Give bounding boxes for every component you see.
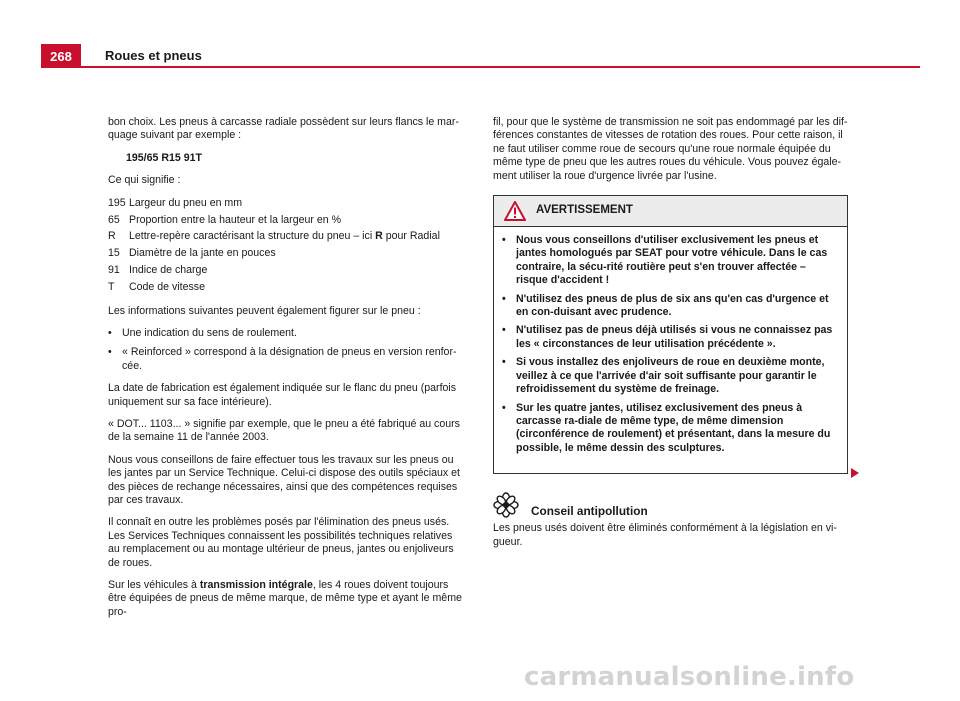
spec-desc: Indice de charge bbox=[129, 264, 208, 277]
spec-desc: Code de vitesse bbox=[129, 281, 205, 294]
eco-tip bbox=[493, 492, 848, 549]
spec-desc-bold: R bbox=[375, 230, 383, 243]
left-column bbox=[108, 116, 462, 628]
awd-text: , les 4 roues doivent toujours être équipées de pneus de même marque, de même type et ayant le même pro- bbox=[108, 579, 462, 618]
right-column bbox=[493, 116, 848, 558]
list-item: • Sur les quatre jantes, utilisez exclusivement des pneus à carcasse ra-diale de même type, de même dimension (circonférence de roulement) et présentant, dans la mesure du possible, le même dessin des sculptures. bbox=[502, 402, 839, 456]
awd-bold: transmission intégrale bbox=[199, 579, 313, 592]
spec-code: 15 bbox=[108, 247, 120, 260]
spec-desc: Largeur du pneu en mm bbox=[129, 196, 243, 209]
eco-tip-header bbox=[493, 492, 848, 518]
spec-code: 91 bbox=[108, 264, 120, 277]
warning-triangle-icon bbox=[504, 201, 526, 221]
spec-code: T bbox=[108, 281, 115, 294]
dot-paragraph: « DOT... 1103... » signifie par exemple, que le pneu a été fabriqué au cours de la semaine 11 de l'année 2003. bbox=[108, 418, 460, 444]
list-item: • N'utilisez pas de pneus déjà utilisés si vous ne connaissez pas les « circonstances de leur utilisation précédente ». bbox=[502, 324, 839, 351]
knows-paragraph: Il connaît en outre les problèmes posés par l'élimination des pneus usés. Les Services Techniques connaissent les possibilités techniques relatives au remplacement ou au montage ultérieur de pneus, jantes ou enjoliveurs de roues. bbox=[108, 516, 454, 569]
list-item: • Si vous installez des enjoliveurs de roue en deuxième monte, veillez à ce que l'arrivée d'air soit suffisante pour garantir le refroidissement du système de freinage. bbox=[502, 356, 839, 396]
service-paragraph: Nous vous conseillons de faire effectuer tous les travaux sur les pneus ou les jantes par un Service Technique. Celui-ci dispose des outils spéciaux et des pièces de rechange nécessaires, ainsi que des compétences requises par ces travaux. bbox=[108, 453, 460, 507]
date-paragraph: La date de fabrication est également indiquée sur le flanc du pneu (parfois uniquement sur sa face intérieure). bbox=[108, 382, 457, 408]
spec-code: R bbox=[108, 230, 116, 243]
warning-box bbox=[493, 195, 848, 474]
eco-tip-text: Les pneus usés doivent être éliminés conformément à la législation en vi-gueur. bbox=[493, 522, 837, 548]
marking-bullet-list bbox=[108, 327, 462, 373]
flower-icon bbox=[493, 492, 519, 518]
meaning-intro: Ce qui signifie : bbox=[108, 174, 181, 187]
tire-spec-list bbox=[108, 197, 462, 295]
warning-list bbox=[494, 227, 847, 464]
list-item: • Une indication du sens de roulement. bbox=[108, 327, 462, 340]
page-number: 268 bbox=[41, 44, 81, 68]
page-header bbox=[41, 44, 920, 68]
tire-code: 195/65 R15 91T bbox=[126, 151, 202, 164]
list-item: • Nous vous conseillons d'utiliser exclusivement les pneus et jantes homologués par SEAT pour votre véhicule. Dans le cas contraire, la sécu-rité routière peut s'en trouver affectée – risque d'accident ! bbox=[502, 234, 839, 288]
chapter-title: Roues et pneus bbox=[105, 48, 202, 63]
eco-tip-title: Conseil antipollution bbox=[531, 503, 648, 518]
list-item: • « Reinforced » correspond à la désignation de pneus en version renfor-cée. bbox=[108, 346, 462, 373]
warning-title: AVERTISSEMENT bbox=[536, 204, 633, 217]
header-rule bbox=[81, 66, 920, 68]
awd-text: Sur les véhicules à bbox=[108, 579, 200, 592]
spec-code: 65 bbox=[108, 213, 120, 226]
spec-desc-text: Lettre-repère caractérisant la structure du pneu – ici bbox=[129, 230, 376, 243]
spec-desc: Diamètre de la jante en pouces bbox=[129, 247, 276, 260]
continue-arrow-icon bbox=[850, 468, 860, 478]
warning-header bbox=[494, 196, 847, 227]
spec-desc: Proportion entre la hauteur et la largeur en % bbox=[129, 213, 342, 226]
spec-desc bbox=[129, 230, 462, 243]
list-item: • N'utilisez des pneus de plus de six ans qu'en cas d'urgence et en con-duisant avec prudence. bbox=[502, 293, 839, 320]
watermark: carmanualsonline.info bbox=[524, 662, 855, 692]
awd-paragraph bbox=[108, 579, 462, 619]
other-info-paragraph: Les informations suivantes peuvent également figurer sur le pneu : bbox=[108, 304, 421, 317]
spec-desc-text: pour Radial bbox=[382, 230, 440, 243]
intro-paragraph: bon choix. Les pneus à carcasse radiale possèdent sur leurs flancs le mar-quage suivant par exemple : bbox=[108, 116, 459, 142]
spec-code: 195 bbox=[108, 196, 126, 209]
continuation-paragraph: fil, pour que le système de transmission ne soit pas endommagé par les dif-férences constantes de vitesses de rotation des roues. Pour cette raison, il ne faut utiliser comme roue de secours qu'une roue normale équipée du même type de pneu que les autres roues du véhicule. Vous pouvez égale-ment utiliser la roue d'urgence livrée par l'usine. bbox=[493, 116, 848, 182]
